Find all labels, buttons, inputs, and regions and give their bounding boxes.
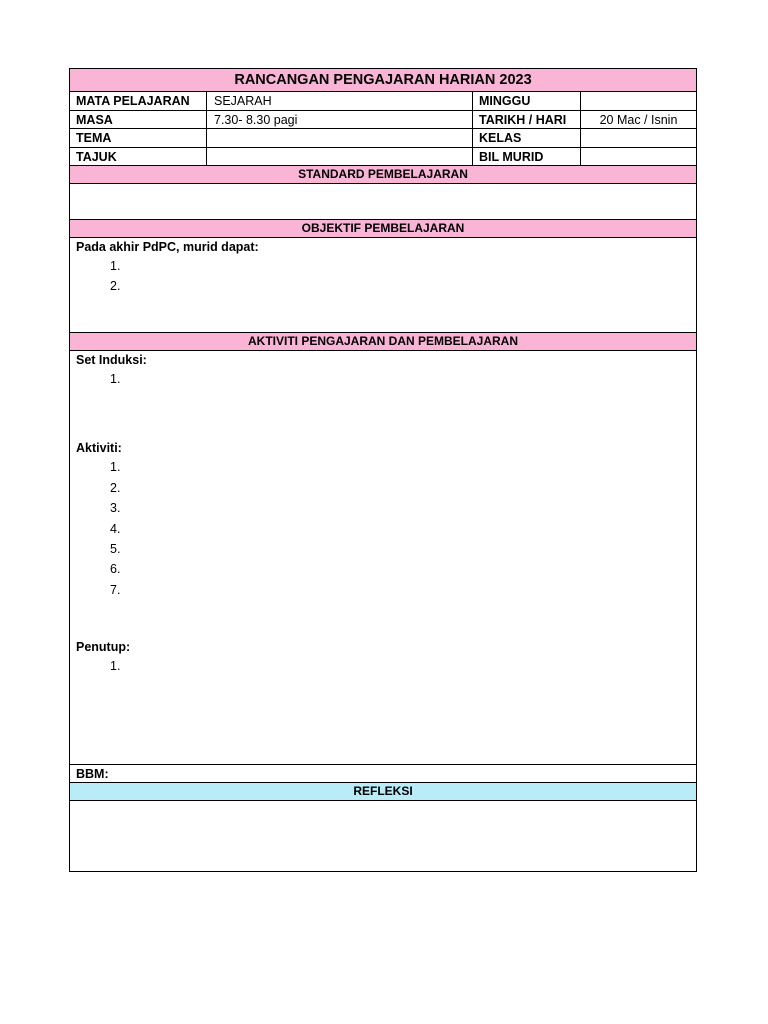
value-kelas[interactable]	[581, 129, 696, 147]
value-minggu[interactable]	[581, 92, 696, 110]
list-item: 1.	[110, 460, 121, 475]
standard-content[interactable]	[70, 184, 696, 220]
label-tema: TEMA	[70, 129, 207, 147]
label-tarikh-hari: TARIKH / HARI	[473, 111, 581, 129]
set-induksi-list	[70, 369, 696, 389]
list-item: 1.	[110, 259, 121, 273]
label-kelas: KELAS	[473, 129, 581, 147]
value-bil-murid[interactable]	[581, 148, 696, 166]
refleksi-heading: REFLEKSI	[70, 783, 696, 801]
aktiviti-heading: AKTIVITI PENGAJARAN DAN PEMBELAJARAN	[70, 333, 696, 351]
objektif-content[interactable]	[70, 238, 696, 333]
label-tajuk: TAJUK	[70, 148, 207, 166]
list-item: 3.	[110, 501, 121, 516]
bbm-row[interactable]: BBM:	[70, 765, 696, 783]
label-masa: MASA	[70, 111, 207, 129]
list-item: 5.	[110, 541, 121, 556]
value-tarikh-hari[interactable]: 20 Mac / Isnin	[599, 112, 678, 127]
info-row-tajuk	[70, 148, 696, 167]
lesson-plan-form	[69, 68, 697, 872]
standard-heading: STANDARD PEMBELAJARAN	[70, 166, 696, 184]
aktiviti-content[interactable]	[70, 351, 696, 765]
penutup-label: Penutup:	[76, 640, 131, 655]
info-row-mata-pelajaran	[70, 92, 696, 111]
list-item: 4.	[110, 521, 121, 536]
list-item: 2.	[110, 279, 121, 294]
label-minggu: MINGGU	[473, 92, 581, 110]
value-masa[interactable]: 7.30- 8.30 pagi	[207, 111, 473, 129]
list-item: 1.	[110, 659, 121, 674]
form-title: RANCANGAN PENGAJARAN HARIAN 2023	[70, 69, 696, 92]
list-item: 6.	[110, 562, 121, 577]
value-tema[interactable]	[207, 129, 473, 147]
value-tajuk[interactable]	[207, 148, 473, 166]
label-mata-pelajaran: MATA PELAJARAN	[70, 92, 207, 110]
objektif-heading: OBJEKTIF PEMBELAJARAN	[70, 220, 696, 238]
aktiviti-list	[70, 457, 696, 600]
objektif-list	[70, 256, 696, 297]
penutup-list	[70, 656, 696, 676]
aktiviti-label: Aktiviti:	[76, 441, 122, 456]
label-bil-murid: BIL MURID	[473, 148, 581, 166]
info-row-tema	[70, 129, 696, 148]
list-item: 7.	[110, 582, 121, 597]
info-row-masa	[70, 111, 696, 130]
refleksi-content[interactable]	[70, 801, 696, 871]
list-item: 2.	[110, 480, 121, 495]
list-item: 1.	[110, 372, 121, 386]
value-mata-pelajaran[interactable]: SEJARAH	[207, 92, 473, 110]
objektif-intro: Pada akhir PdPC, murid dapat:	[76, 240, 259, 254]
set-induksi-label: Set Induksi:	[76, 353, 147, 367]
